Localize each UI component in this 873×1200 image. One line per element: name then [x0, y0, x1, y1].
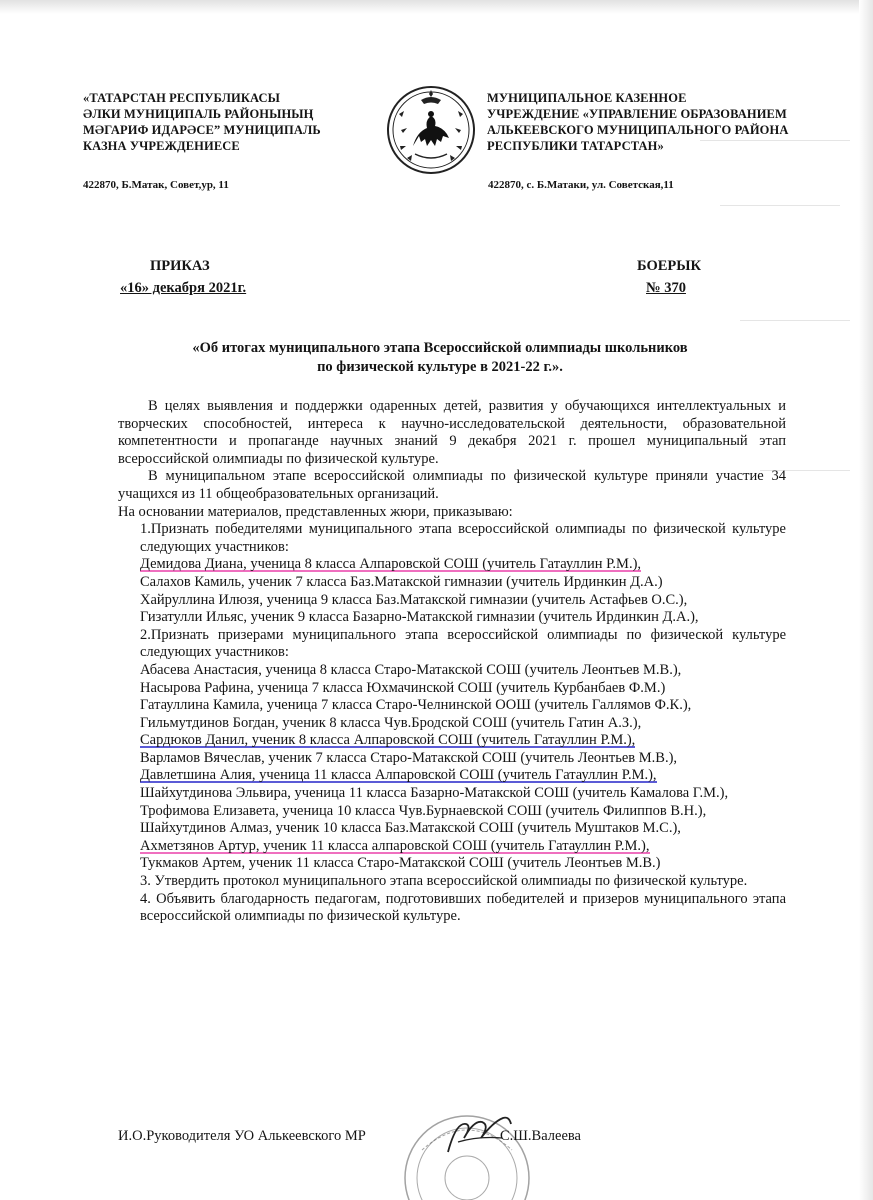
header-left-tatar — [83, 90, 383, 154]
header-left-line: «ТАТАРСТАН РЕСПУБЛИКАСЫ — [83, 91, 280, 105]
participation-paragraph — [118, 468, 786, 503]
prizewinner-item — [118, 838, 786, 856]
prizewinner-item: Насырова Рафина, ученица 7 класса Юхмачинской СОШ (учитель Курбанбаев Ф.М.) — [140, 679, 666, 696]
document-title — [90, 339, 790, 377]
header-left-address: 422870, Б.Матак, Совет,ур, 11 — [83, 179, 229, 191]
item2-heading-line: культуре следующих участников: — [140, 626, 787, 661]
document-title-line: «Об итогах муниципального этапа Всероссийской олимпиады школьников — [192, 340, 688, 356]
participation-line: участие 34 учащихся из 11 общеобразовательных организаций. — [118, 468, 786, 502]
item1-heading-line: 1.Признать победителями муниципального этапа всероссийской олимпиады по — [140, 521, 647, 538]
intro-paragraph — [118, 398, 786, 468]
order-body — [118, 398, 786, 926]
winner-item: Гизатулли Ильяс, ученик 9 класса Базарно-Матакской гимназии (учитель Ирдинкин Д.А.), — [140, 609, 699, 626]
basis-paragraph: На основании материалов, представленных жюри, приказываю: — [118, 503, 513, 520]
intro-line: интеллектуальных и творческих способностей, интереса к научно-исследовательской — [118, 398, 787, 432]
header-right-address: 422870, с. Б.Матаки, ул. Советская,11 — [488, 179, 674, 191]
item4-paragraph: 4. Объявить благодарность педагогам, подготовивших победителей и призеров муниципального этапа всероссийской олимпиады по физической культуре. — [140, 890, 786, 925]
signatory-name: С.Ш.Валеева — [500, 1128, 581, 1144]
order-title-ru: ПРИКАЗ — [150, 258, 210, 274]
scan-edge-right — [859, 0, 873, 1200]
header-right-line: МУНИЦИПАЛЬНОЕ КАЗЕННОЕ — [487, 91, 687, 105]
winner-item: Хайруллина Илюзя, ученица 9 класса Баз.Матакской гимназии (учитель Астафьев О.С.), — [140, 591, 688, 608]
header-left-line: ӘЛКИ МУНИЦИПАЛЬ РАЙОНЫНЫҢ — [83, 107, 314, 121]
prizewinner-item: Трофимова Елизавета, ученица 10 класса Чув.Бурнаевской СОШ (учитель Филиппов В.Н.), — [140, 802, 707, 819]
bleed-through-line — [740, 320, 850, 321]
order-title-tt: БОЕРЫК — [637, 258, 702, 274]
prizewinner-name-highlighted: Ахметзянов Артур, ученик 11 класса алпаровской СОШ (учитель Гатауллин Р.М.), — [140, 837, 650, 854]
participation-line: В муниципальном этапе всероссийской олимпиады по физической культуре приняли — [148, 468, 708, 485]
item1-heading — [118, 521, 786, 556]
winner-item — [118, 556, 786, 574]
header-left-line: КАЗНА УЧРЕЖДЕНИЕСЕ — [83, 139, 240, 153]
header-right-line: УЧРЕЖДЕНИЕ «УПРАВЛЕНИЕ ОБРАЗОВАНИЕМ — [487, 107, 787, 121]
prizewinner-name-highlighted: Давлетшина Алия, ученица 11 класса Алпаровской СОШ (учитель Гатауллин Р.М.), — [140, 767, 657, 784]
order-number: № 370 — [646, 280, 686, 296]
header-right-russian — [487, 90, 822, 154]
item3-paragraph: 3. Утвердить протокол муниципального этапа всероссийской олимпиады по физической культуре. — [140, 873, 748, 890]
document-title-line: по физической культуре в 2021-22 г.». — [317, 359, 563, 375]
intro-line: деятельности, образовательной компетентности и пропаганде научных знаний 9 декабря — [118, 415, 786, 450]
scan-edge-top — [0, 0, 873, 14]
signatory-position: И.О.Руководителя УО Алькеевского МР — [118, 1128, 366, 1144]
prizewinner-item — [118, 732, 786, 750]
item2-heading — [118, 627, 786, 662]
prizewinner-item: Гильмутдинов Богдан, ученик 8 класса Чув.Бродской СОШ (учитель Гатин А.З.), — [140, 714, 642, 731]
prizewinner-item: Шайхутдинова Эльвира, ученица 11 класса Базарно-Матакской СОШ (учитель Камалова Г.М.), — [140, 785, 729, 802]
prizewinner-item: Тукмаков Артем, ученик 11 класса Старо-Матакской СОШ (учитель Леонтьев М.В.) — [140, 855, 661, 872]
prizewinner-name-highlighted: Сардюков Данил, ученик 8 класса Алпаровской СОШ (учитель Гатауллин Р.М.), — [140, 732, 636, 749]
prizewinner-item — [118, 767, 786, 785]
item1-heading-line: физической культуре следующих участников: — [140, 521, 786, 555]
intro-line: В целях выявления и поддержки одаренных детей, развития у обучающихся — [148, 398, 650, 414]
intro-line: 2021 г. прошел муниципальный этап всероссийской олимпиады по физической культуре. — [118, 433, 786, 467]
winner-item: Салахов Камиль, ученик 7 класса Баз.Матакской гимназии (учитель Ирдинкин Д.А.) — [140, 573, 663, 590]
prizewinner-item: Шайхутдинов Алмаз, ученик 10 класса Баз.Матакской СОШ (учитель Муштаков М.С.), — [140, 820, 681, 837]
winner-name-highlighted: Демидова Диана, ученица 8 класса Алпаровской СОШ (учитель Гатауллин Р.М.), — [140, 556, 642, 573]
header-right-line: РЕСПУБЛИКИ ТАТАРСТАН» — [487, 139, 664, 153]
order-date: «16» декабря 2021г. — [120, 280, 247, 296]
prizewinner-item: Варламов Вячеслав, ученик 7 класса Старо-Матакской СОШ (учитель Леонтьев М.В.), — [140, 749, 678, 766]
header-left-line: МӘГАРИФ ИДАРӘСЕ” МУНИЦИПАЛЬ — [83, 123, 321, 137]
header-right-line: АЛЬКЕЕВСКОГО МУНИЦИПАЛЬНОГО РАЙОНА — [487, 123, 789, 137]
item2-heading-line: 2.Признать призерами муниципального этапа всероссийской олимпиады по физической — [140, 626, 724, 643]
prizewinner-item: Гатауллина Камила, ученица 7 класса Старо-Челнинской ООШ (учитель Галлямов Ф.К.), — [140, 697, 692, 714]
tatarstan-emblem-icon — [385, 84, 477, 176]
bleed-through-line — [720, 205, 840, 206]
prizewinner-item: Абасева Анастасия, ученица 8 класса Старо-Матакской СОШ (учитель Леонтьев М.В.), — [140, 661, 682, 678]
